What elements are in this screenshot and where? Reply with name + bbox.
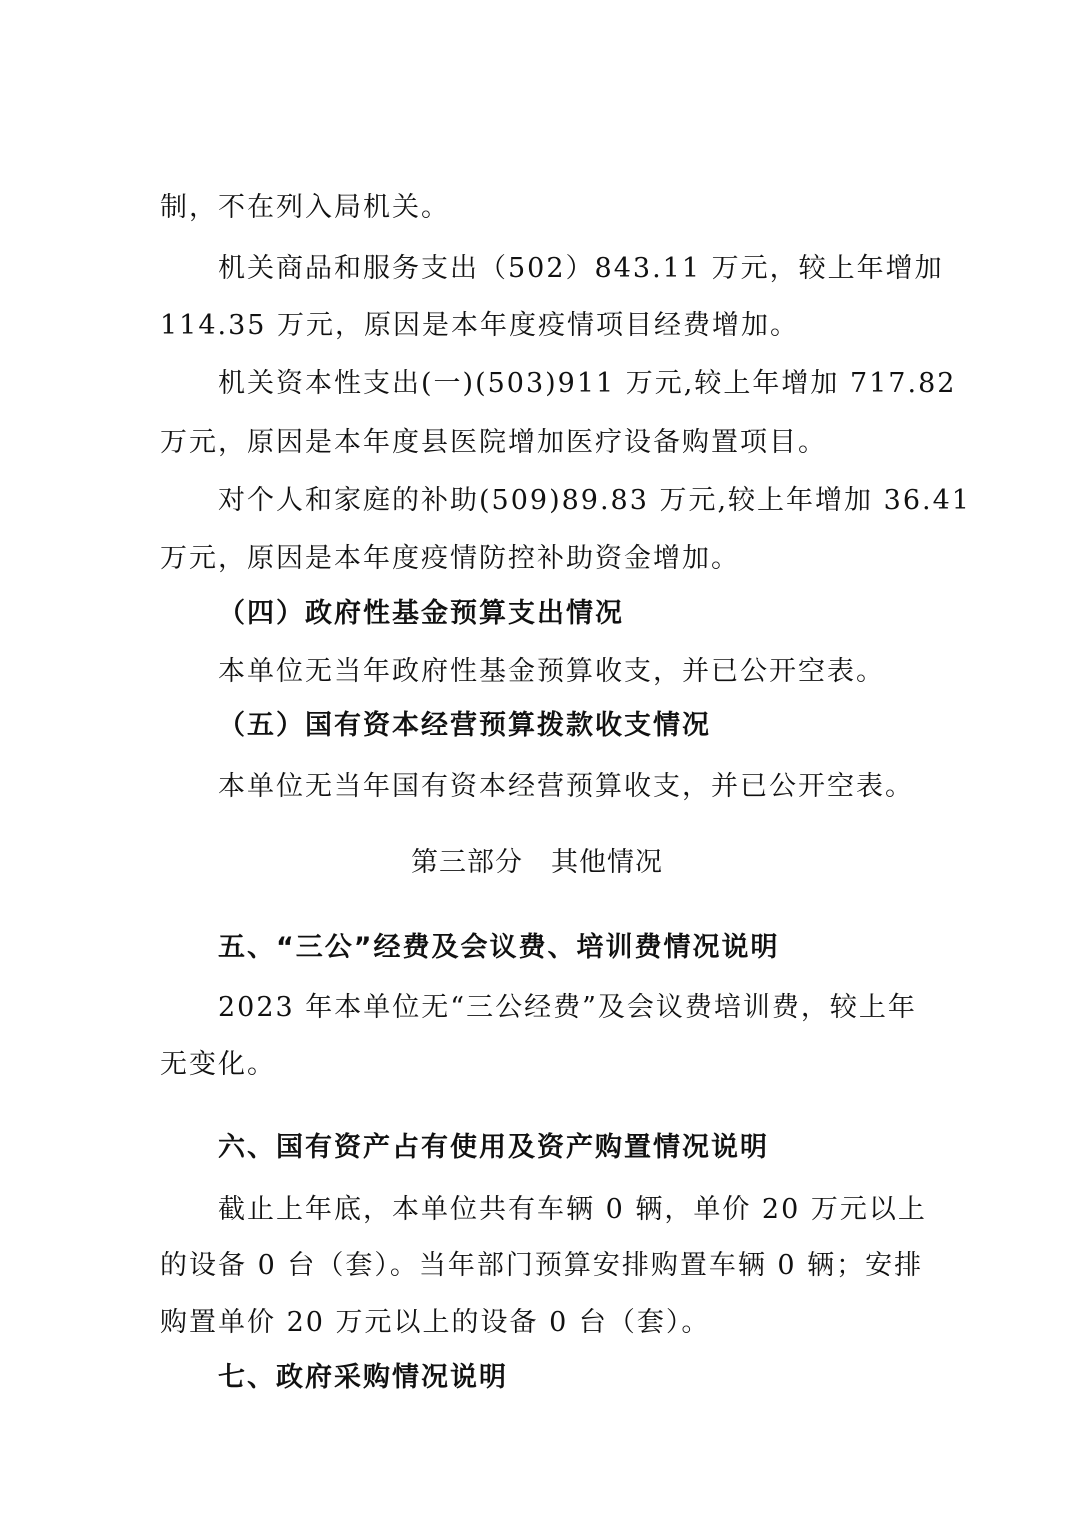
paragraph-line: 2023 年本单位无“三公经费”及会议费培训费，较上年 xyxy=(218,992,917,1023)
paragraph-line: 购置单价 20 万元以上的设备 0 台（套）。 xyxy=(160,1307,711,1338)
section-heading: 七、政府采购情况说明 xyxy=(218,1362,508,1393)
paragraph-line: 本单位无当年政府性基金预算收支，并已公开空表。 xyxy=(218,656,885,687)
paragraph-line: 万元，原因是本年度疫情防控补助资金增加。 xyxy=(160,543,740,574)
paragraph-line: 机关商品和服务支出（502）843.11 万元，较上年增加 xyxy=(218,253,944,284)
paragraph-line: 截止上年底，本单位共有车辆 0 辆，单价 20 万元以上 xyxy=(218,1194,927,1225)
paragraph-line: 的设备 0 台（套）。当年部门预算安排购置车辆 0 辆；安排 xyxy=(160,1250,924,1281)
part-heading: 第三部分 其他情况 xyxy=(411,847,663,878)
paragraph-line: 万元，原因是本年度县医院增加医疗设备购置项目。 xyxy=(160,427,827,458)
section-heading: 六、国有资产占有使用及资产购置情况说明 xyxy=(218,1132,769,1163)
paragraph-line: 114.35 万元，原因是本年度疫情项目经费增加。 xyxy=(160,310,800,341)
paragraph-line: 无变化。 xyxy=(160,1049,276,1080)
paragraph-line: 制，不在列入局机关。 xyxy=(160,192,450,223)
paragraph-line: 机关资本性支出(一)(503)911 万元,较上年增加 717.82 xyxy=(218,368,957,399)
subsection-heading: （四）政府性基金预算支出情况 xyxy=(218,598,624,629)
subsection-heading: （五）国有资本经营预算拨款收支情况 xyxy=(218,710,711,741)
paragraph-line: 对个人和家庭的补助(509)89.83 万元,较上年增加 36.41 xyxy=(218,485,971,516)
section-heading: 五、“三公”经费及会议费、培训费情况说明 xyxy=(218,932,780,963)
paragraph-line: 本单位无当年国有资本经营预算收支，并已公开空表。 xyxy=(218,771,914,802)
